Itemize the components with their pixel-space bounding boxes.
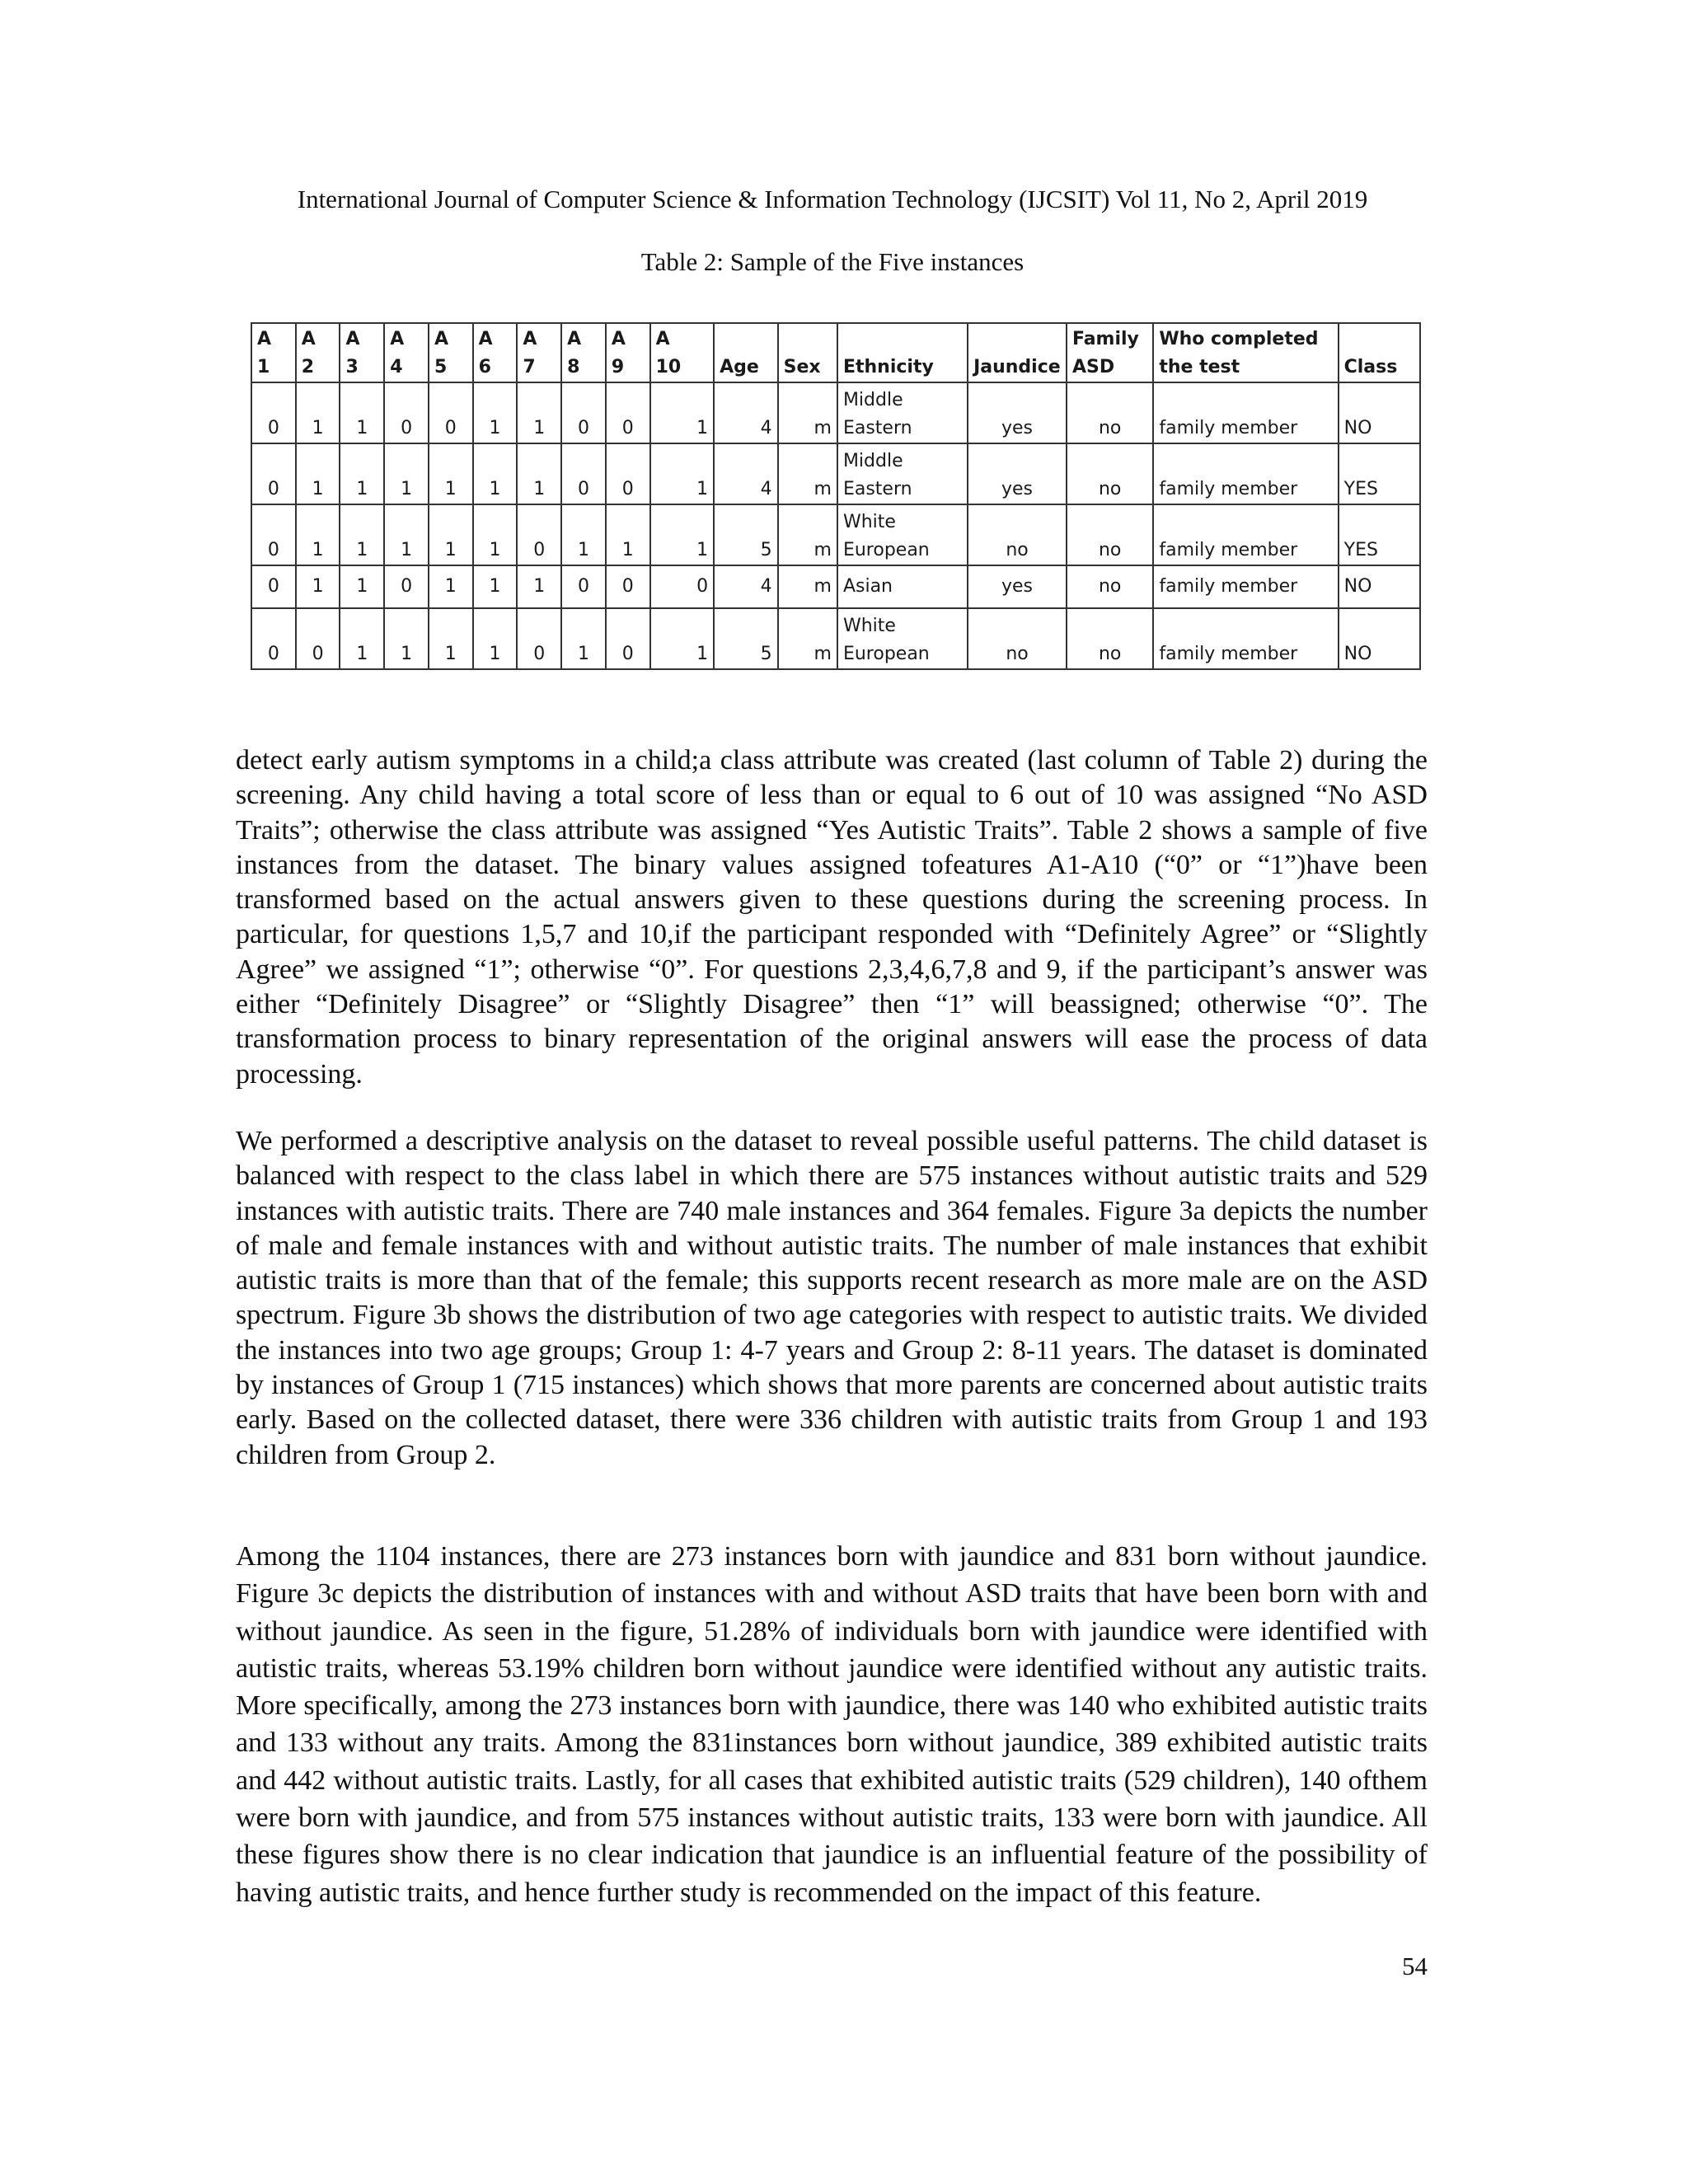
column-header (473, 323, 518, 382)
table-cell: 0 (251, 443, 296, 504)
table-cell: 0 (561, 443, 606, 504)
table-cell: 4 (714, 565, 778, 608)
table-cell: 1 (340, 504, 384, 565)
table-cell: 0 (606, 382, 650, 443)
table-cell: 1 (650, 504, 715, 565)
column-header (1067, 323, 1153, 382)
column-header (517, 323, 561, 382)
table-cell: 0 (384, 565, 429, 608)
table-cell: m (778, 382, 837, 443)
table-cell: 5 (714, 504, 778, 565)
column-header-line: A (257, 329, 272, 349)
table-cell: 1 (340, 443, 384, 504)
table-cell: yes (968, 382, 1067, 443)
column-header-line: A (390, 329, 405, 349)
table-cell: 0 (296, 608, 340, 669)
table-cell: 1 (296, 504, 340, 565)
column-header-line: 7 (523, 357, 536, 377)
column-header-line: A (523, 329, 537, 349)
table-cell: 1 (473, 608, 518, 669)
table-cell: 0 (384, 382, 429, 443)
table-cell: 1 (650, 443, 715, 504)
table-cell: m (778, 504, 837, 565)
column-header (1153, 323, 1338, 382)
table-cell: no (1067, 504, 1153, 565)
column-header (1339, 323, 1420, 382)
table-cell: family member (1153, 504, 1338, 565)
table-cell: 1 (606, 504, 650, 565)
column-header-line: 9 (611, 357, 625, 377)
table-cell: 4 (714, 443, 778, 504)
table-cell (837, 504, 968, 565)
table-cell: 0 (606, 443, 650, 504)
column-header-line: ASD (1071, 357, 1115, 377)
column-header-line: A (478, 329, 493, 349)
ethnicity-line: Eastern (842, 479, 912, 499)
column-header-line: A (567, 329, 582, 349)
column-header-line: Family (1071, 329, 1139, 349)
table-cell: yes (968, 565, 1067, 608)
table-cell: 1 (473, 443, 518, 504)
column-header-line: 3 (345, 357, 359, 377)
column-header (778, 323, 837, 382)
table-cell: no (968, 608, 1067, 669)
table-body (251, 382, 1420, 669)
paragraph-class-attribute: detect early autism symptoms in a child;a class attribute was created (last column of Table 2) during the screening. Any child having a total score of less than or equal to 6 out of 10 was assigned “No ASD Traits”; otherwise the class attribute was assigned “Yes Autistic Traits”. Table 2 shows a sample of five instances from the dataset. The binary values assigned tofeatures A1-A10 (“0” or “1”)have been transformed based on the actual answers given to these questions during the screening process. In particular, for questions 1,5,7 and 10,if the participant responded with “Definitely Agree” or “Slightly Agree” we assigned “1”; otherwise “0”. For questions 2,3,4,6,7,8 and 9, if the participant’s answer was either “Definitely Disagree” or “Slightly Disagree” then “1” will beassigned; otherwise “0”. The transformation process to binary representation of the original answers will ease the process of data processing. (236, 745, 1428, 1090)
table-cell: 5 (714, 608, 778, 669)
table-cell: no (1067, 382, 1153, 443)
table-cell: m (778, 443, 837, 504)
table-cell: NO (1339, 382, 1420, 443)
table-cell: 1 (429, 565, 473, 608)
table-cell: m (778, 608, 837, 669)
table-cell: family member (1153, 443, 1338, 504)
column-header (837, 323, 968, 382)
ethnicity-line: White (842, 512, 896, 532)
column-header-line: A (611, 329, 626, 349)
table-cell: 0 (606, 608, 650, 669)
table-header-row (251, 323, 1420, 382)
ethnicity-line: Middle (842, 451, 903, 471)
table-cell: 1 (473, 504, 518, 565)
ethnicity-line: Eastern (842, 418, 912, 438)
column-header-line (720, 326, 772, 354)
table-cell: YES (1339, 443, 1420, 504)
table-row (251, 382, 1420, 443)
table-cell: 0 (561, 382, 606, 443)
column-header-line: 1 (257, 357, 270, 377)
table-cell: 1 (384, 608, 429, 669)
column-header-line: 2 (301, 357, 315, 377)
page-number: 54 (1402, 1952, 1428, 1980)
column-header (429, 323, 473, 382)
column-header (606, 323, 650, 382)
column-header-line: the test (1159, 357, 1240, 377)
column-header-line (1344, 326, 1414, 354)
table-cell (837, 565, 968, 608)
table-cell: 0 (251, 608, 296, 669)
table-cell: no (1067, 565, 1153, 608)
table-cell: 1 (429, 504, 473, 565)
table-cell: 1 (517, 443, 561, 504)
column-header-line (973, 326, 1061, 354)
journal-header: International Journal of Computer Science & Information Technology (IJCSIT) Vol 11, No 2, April 2019 (297, 185, 1368, 213)
table-cell: 1 (340, 608, 384, 669)
ethnicity-line: European (842, 540, 930, 560)
column-header (561, 323, 606, 382)
paragraph-descriptive-analysis: We performed a descriptive analysis on the dataset to reveal possible useful patterns. The child dataset is balanced with respect to the class label in which there are 575 instances without autistic traits and 529 instances with autistic traits. There are 740 male instances and 364 females. Figure 3a depicts the number of male and female instances with and without autistic traits. The number of male instances that exhibit autistic traits is more than that of the female; this supports recent research as more male are on the ASD spectrum. Figure 3b shows the distribution of two age categories with respect to autistic traits. We divided the instances into two age groups; Group 1: 4-7 years and Group 2: 8-11 years. The dataset is dominated by instances of Group 1 (715 instances) which shows that more parents are concerned about autistic traits early. Based on the collected dataset, there were 336 children with autistic traits from Group 1 and 193 children from Group 2. (236, 1126, 1428, 1470)
table-cell: 0 (251, 382, 296, 443)
table-row (251, 608, 1420, 669)
table-cell: 0 (251, 565, 296, 608)
table-cell: 1 (296, 382, 340, 443)
column-header (296, 323, 340, 382)
table-cell: 0 (517, 504, 561, 565)
table-cell: 1 (517, 565, 561, 608)
table-cell: 1 (384, 443, 429, 504)
ethnicity-line: Asian (842, 576, 893, 597)
paragraph-jaundice-analysis: Among the 1104 instances, there are 273 instances born with jaundice and 831 born without jaundice. Figure 3c depicts the distribution of instances with and without ASD traits that have been born with and without jaundice. As seen in the figure, 51.28% of individuals born with jaundice were identified with autistic traits, whereas 53.19% children born without jaundice were identified without any autistic traits. More specifically, among the 273 instances born with jaundice, there was 140 who exhibited autistic traits and 133 without any traits. Among the 831instances born without jaundice, 389 exhibited autistic traits and 442 without autistic traits. Lastly, for all cases that exhibited autistic traits (529 children), 140 ofthem were born with jaundice, and from 575 instances without autistic traits, 133 were born with jaundice. All these figures show there is no clear indication that jaundice is an influential feature of the possibility of having autistic traits, and hence further study is recommended on the impact of this feature. (236, 1541, 1428, 1908)
table-cell: no (968, 504, 1067, 565)
table-cell: 1 (340, 382, 384, 443)
table-cell: 1 (650, 382, 715, 443)
column-header-line: 6 (478, 357, 491, 377)
table-cell: 0 (517, 608, 561, 669)
column-header-line: Class (1343, 357, 1398, 377)
column-header-line: Jaundice (973, 357, 1061, 377)
column-header-line: 10 (655, 357, 682, 377)
ethnicity-line: White (842, 616, 896, 636)
column-header-line: Who completed (1159, 329, 1319, 349)
table-cell: NO (1339, 608, 1420, 669)
table-cell: 1 (650, 608, 715, 669)
table-cell: family member (1153, 565, 1338, 608)
ethnicity-line: Middle (842, 390, 903, 410)
sample-instances-table-container (251, 322, 1421, 670)
column-header-line (843, 326, 962, 354)
table-caption: Table 2: Sample of the Five instances (640, 247, 1025, 276)
column-header-line: 5 (434, 357, 448, 377)
table-cell: 1 (429, 443, 473, 504)
table-cell: 1 (296, 565, 340, 608)
table-cell: 1 (473, 565, 518, 608)
column-header-line: Ethnicity (842, 357, 934, 377)
ethnicity-line: European (842, 644, 930, 664)
table-row (251, 443, 1420, 504)
column-header-line (784, 326, 832, 354)
column-header (251, 323, 296, 382)
column-header (384, 323, 429, 382)
table-cell: 1 (473, 382, 518, 443)
table-cell: m (778, 565, 837, 608)
table-cell: NO (1339, 565, 1420, 608)
table-cell: 1 (384, 504, 429, 565)
table-cell (837, 443, 968, 504)
table-cell: 1 (296, 443, 340, 504)
sample-instances-table (251, 322, 1421, 670)
table-cell (837, 608, 968, 669)
column-header (968, 323, 1067, 382)
table-cell: 0 (650, 565, 715, 608)
table-cell: 1 (517, 382, 561, 443)
table-cell: family member (1153, 382, 1338, 443)
table-cell: family member (1153, 608, 1338, 669)
table-row (251, 565, 1420, 608)
column-header-line: Sex (783, 357, 821, 377)
column-header-line: 4 (390, 357, 403, 377)
table-cell: 1 (340, 565, 384, 608)
table-cell (837, 382, 968, 443)
column-header (714, 323, 778, 382)
table-cell: 0 (429, 382, 473, 443)
column-header-line: Age (720, 357, 759, 377)
table-cell: 0 (561, 565, 606, 608)
table-cell: 1 (561, 504, 606, 565)
column-header-line: A (345, 329, 360, 349)
column-header-line: A (655, 329, 670, 349)
column-header-line: A (301, 329, 316, 349)
table-cell: 0 (251, 504, 296, 565)
table-cell: yes (968, 443, 1067, 504)
table-cell: 4 (714, 382, 778, 443)
column-header (340, 323, 384, 382)
table-cell: 1 (561, 608, 606, 669)
table-cell: 1 (429, 608, 473, 669)
column-header-line: 8 (567, 357, 580, 377)
column-header (650, 323, 715, 382)
table-cell: YES (1339, 504, 1420, 565)
table-row (251, 504, 1420, 565)
table-cell: no (1067, 608, 1153, 669)
table-cell: 0 (606, 565, 650, 608)
column-header-line: A (434, 329, 448, 349)
table-cell: no (1067, 443, 1153, 504)
